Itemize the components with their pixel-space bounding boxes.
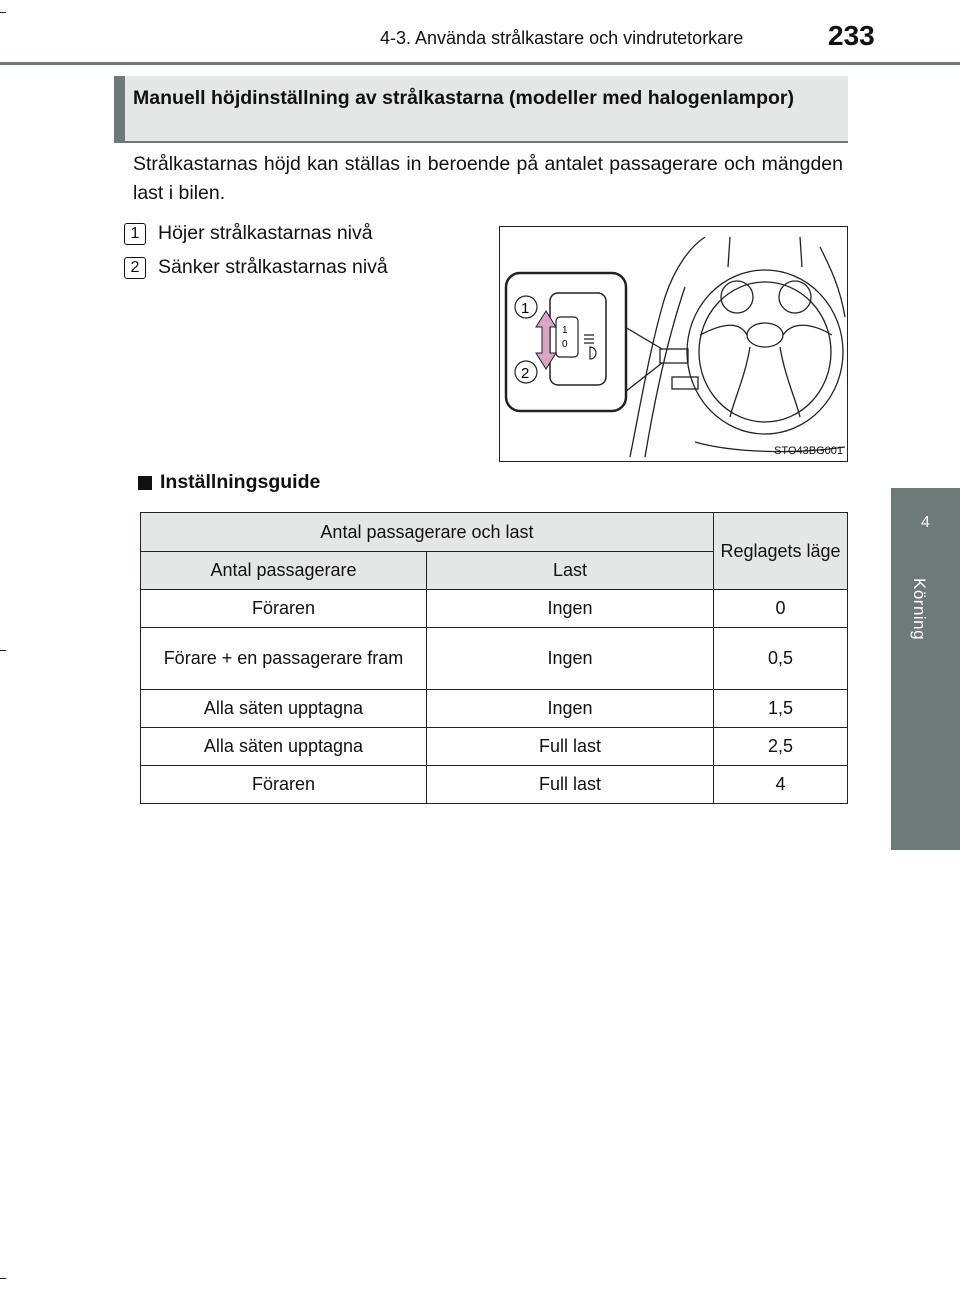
table-header-passengers: Antal passagerare <box>141 552 427 590</box>
cell-passengers: Föraren <box>141 766 427 804</box>
section-title: Manuell höjdinställning av strålkastarna (modeller med halogenlampor) <box>133 87 794 109</box>
settings-table <box>140 512 848 804</box>
cell-passengers: Alla säten upptagna <box>141 690 427 728</box>
cell-load: Full last <box>427 728 714 766</box>
cell-position: 2,5 <box>714 728 848 766</box>
running-header: 4-3. Använda strålkastare och vindrutetorkare <box>380 28 744 48</box>
section-heading-box <box>114 76 848 143</box>
square-bullet-icon <box>138 476 152 490</box>
table-header-load: Last <box>427 552 714 590</box>
crop-mark <box>0 1278 6 1279</box>
crop-mark <box>0 650 6 651</box>
page-number: 233 <box>828 20 875 51</box>
chapter-tab <box>891 488 960 850</box>
dial-mark-0: 0 <box>562 339 568 350</box>
cell-position: 1,5 <box>714 690 848 728</box>
chapter-label: Körning <box>910 578 929 641</box>
cell-position: 0 <box>714 590 848 628</box>
cell-passengers: Föraren <box>141 590 427 628</box>
cell-load: Ingen <box>427 690 714 728</box>
crop-mark <box>0 12 6 13</box>
intro-paragraph: Strålkastarnas höjd kan ställas in beroende på antalet passagerare och mängden last i bilen. <box>133 153 843 204</box>
cell-load: Ingen <box>427 590 714 628</box>
callout-2: 2 <box>521 365 530 382</box>
figure-code: STO43BG001 <box>774 445 843 457</box>
table-row <box>141 690 848 728</box>
header-rule <box>0 62 960 65</box>
number-badge: 2 <box>124 257 146 279</box>
cell-passengers: Alla säten upptagna <box>141 728 427 766</box>
list-item <box>124 256 388 279</box>
cell-passengers: Förare + en passagerare fram <box>141 628 427 690</box>
cell-position: 4 <box>714 766 848 804</box>
dial-mark-1: 1 <box>562 325 568 336</box>
dashboard-drawing <box>500 227 847 461</box>
table-row <box>141 728 848 766</box>
cell-load: Ingen <box>427 628 714 690</box>
callout-1: 1 <box>521 300 530 317</box>
subheading <box>138 471 320 494</box>
list-item-text: Sänker strålkastarnas nivå <box>158 256 388 278</box>
list-item <box>124 222 373 245</box>
cell-position: 0,5 <box>714 628 848 690</box>
table-row <box>141 590 848 628</box>
table-group-header: Antal passagerare och last <box>141 513 714 552</box>
headlight-leveling-illustration <box>499 226 848 462</box>
table-header-position: Reglagets läge <box>714 513 848 590</box>
cell-load: Full last <box>427 766 714 804</box>
chapter-number: 4 <box>921 514 930 531</box>
list-item-text: Höjer strålkastarnas nivå <box>158 222 373 244</box>
table-row <box>141 628 848 690</box>
subheading-text: Inställningsguide <box>160 471 321 493</box>
table-row <box>141 766 848 804</box>
number-badge: 1 <box>124 223 146 245</box>
